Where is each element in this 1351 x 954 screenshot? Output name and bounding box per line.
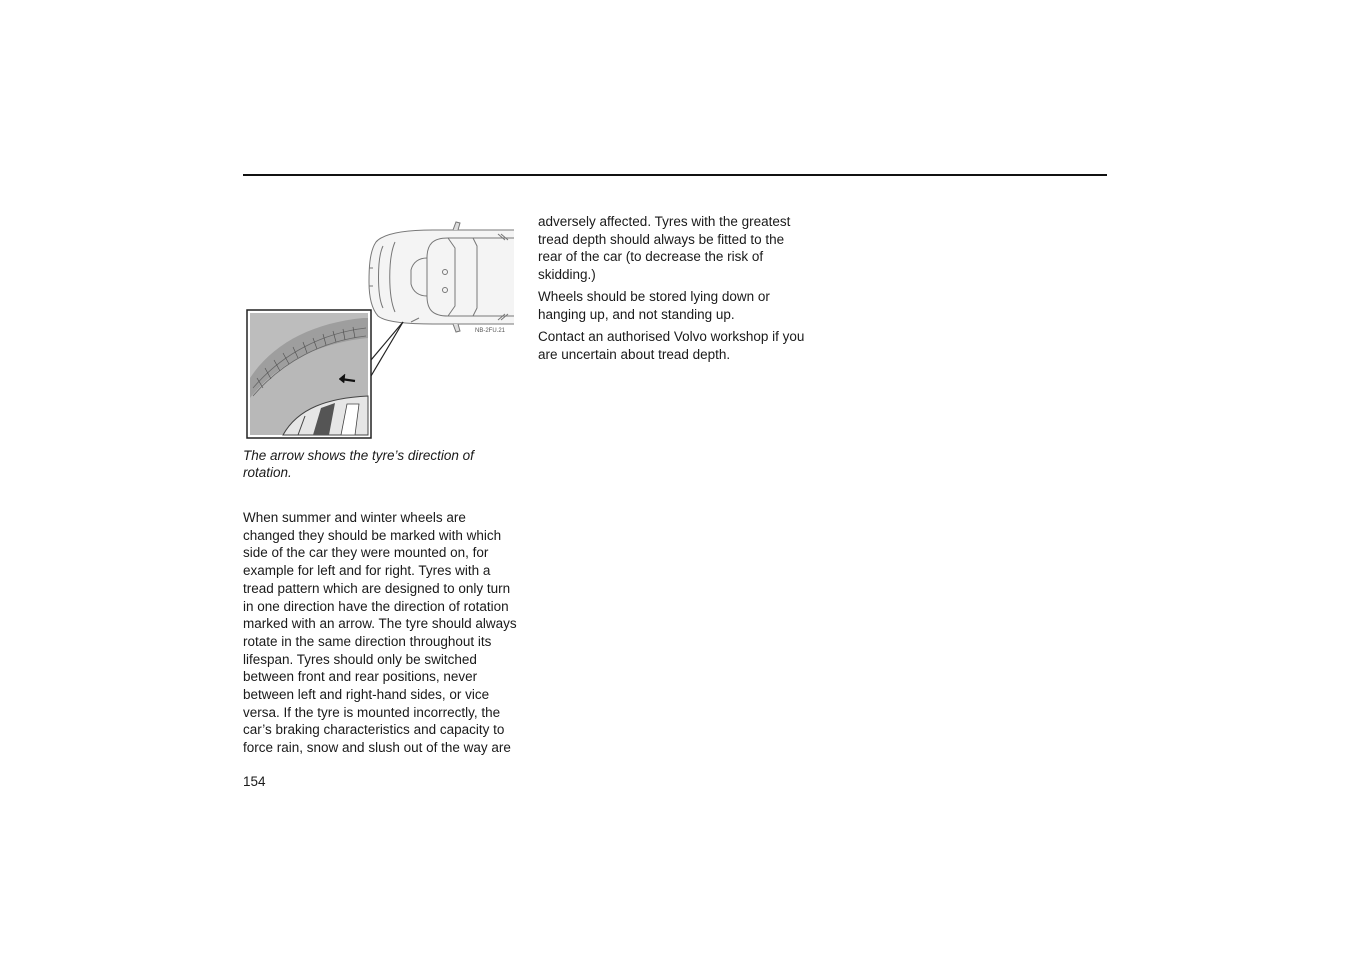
paragraph: Wheels should be stored lying down or hanging up, and not standing up. bbox=[538, 289, 770, 323]
page-number: 154 bbox=[243, 774, 266, 789]
tyre-rotation-illustration bbox=[243, 218, 517, 442]
car-top-view-icon bbox=[369, 222, 514, 332]
header-rule bbox=[243, 174, 1107, 176]
left-column-text: When summer and winter wheels are changed they should be marked with which side of the car they were mounted on, for example for left and for right. Tyres with a tread pattern which are designed to only turn in one direction have the direction of rotation marked with an arrow. The tyre should always rotate in the same direction throughout its lifespan. Tyres should only be switched between front and rear positions, never between left and right-hand sides, or vice versa. If the tyre is mounted incorrectly, the car’s braking characteristics and capacity to force rain, snow and slush out of the way are bbox=[243, 510, 517, 756]
figure-caption: The arrow shows the tyre’s direction of rotation. bbox=[243, 448, 474, 480]
paragraph: adversely affected. Tyres with the greatest tread depth should always be fitted to the rear of the car (to decrease the risk of skidding.) bbox=[538, 214, 791, 283]
paragraph: Contact an authorised Volvo workshop if you are uncertain about tread depth. bbox=[538, 329, 805, 362]
tyre-detail-inset bbox=[247, 310, 371, 438]
callout-lines bbox=[371, 322, 403, 376]
figure-code: NB-2FU.21 bbox=[475, 328, 506, 334]
right-column-text bbox=[538, 213, 818, 368]
